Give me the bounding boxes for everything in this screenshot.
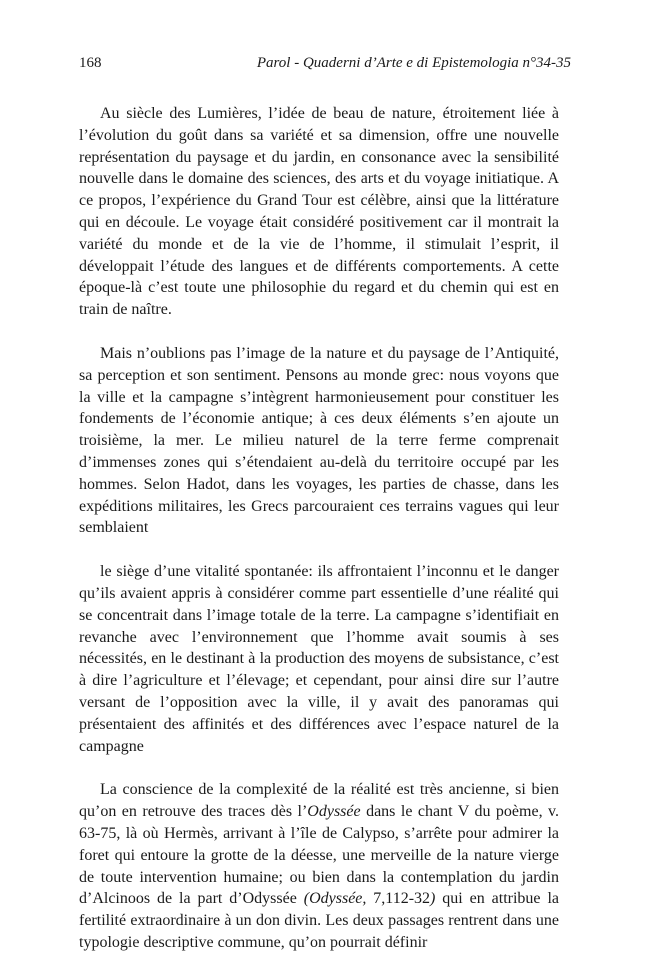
paragraph-4-part-c: 7,112-32	[366, 890, 431, 908]
paragraph-4-part-d: qui en attribue la fertilité extraordinaire à un don divin. Les deux passages rentrent dans une typologie descriptive commune, qu’on pourrait définir	[79, 890, 559, 951]
body-text	[79, 103, 559, 954]
journal-title: Parol - Quaderni d’Arte e di Epistemologia n°34-35	[256, 55, 571, 71]
paragraph-4	[79, 779, 559, 953]
odyssee-title-1: Odyssée	[307, 803, 361, 821]
paragraph-4-part-a: La conscience de la complexité de la réalité est très ancienne, si bien qu’on en retrouve des traces dès l’	[79, 781, 559, 821]
paragraph-3: le siège d’une vitalité spontanée: ils affrontaient l’inconnu et le danger qu’ils avaient appris à considérer comme part essentielle d’une réalité qui se concentrait dans l’image totale de la terre. La campagne s’identifiait en revanche avec l’environnement que l’homme avait soumis à ses nécessités, en le destinant à la production des moyens de subsistance, c’est à dire l’agriculture et l’élevage; et cependant, pour ainsi dire sur l’autre versant de l’opposition avec la ville, il y avait des panoramas qui présentaient des affinités et des différences avec l’espace naturel de la campagne	[79, 563, 559, 755]
odyssee-citation: (Odyssée,	[303, 890, 367, 908]
citation-close: )	[430, 890, 436, 908]
paragraph-4-part-b: dans le chant V du poème, v. 63-75, là où Hermès, arrivant à l’île de Calypso, s’arrête pour admirer la foret qui entoure la grotte de la déesse, une merveille de la nature vierge de toute intervention humaine; ou bien dans la contemplation du jardin d’Alcinoos de la part d’Odyssée	[79, 803, 560, 908]
paragraph-1: Au siècle des Lumières, l’idée de beau de nature, étroitement liée à l’évolution du goût dans sa variété et sa dimension, offre une nouvelle représentation du paysage et du jardin, en consonance avec la sensibilité nouvelle dans le domaine des sciences, des arts et du voyage initiatique. A ce propos, l’expérience du Grand Tour est célèbre, ainsi que la littérature qui en découle. Le voyage était considéré positivement car il montrait la variété du monde et de la vie de l’homme, il stimulait l’esprit, il développait l’étude des langues et de différents comportements. A cette époque-là c’est toute une philosophie du regard et du chemin qui est en train de naître.	[79, 105, 559, 319]
page-number: 168	[79, 55, 102, 71]
running-header	[79, 54, 571, 72]
paragraph-2: Mais n’oublions pas l’image de la nature et du paysage de l’Antiquité, sa perception et son sentiment. Pensons au monde grec: nous voyons que la ville et la campagne s’intègrent harmonieusement pour constituer les fondements de l’économie antique; à ces deux éléments s’en ajoute un troisième, la mer. Le milieu naturel de la terre ferme comprenait d’immenses zones qui s’étendaient au-delà du territoire occupé par les hommes. Selon Hadot, dans les voyages, les parties de chasse, dans les expéditions militaires, les Grecs parcouraient ces terrains vagues qui leur semblaient	[79, 344, 559, 537]
